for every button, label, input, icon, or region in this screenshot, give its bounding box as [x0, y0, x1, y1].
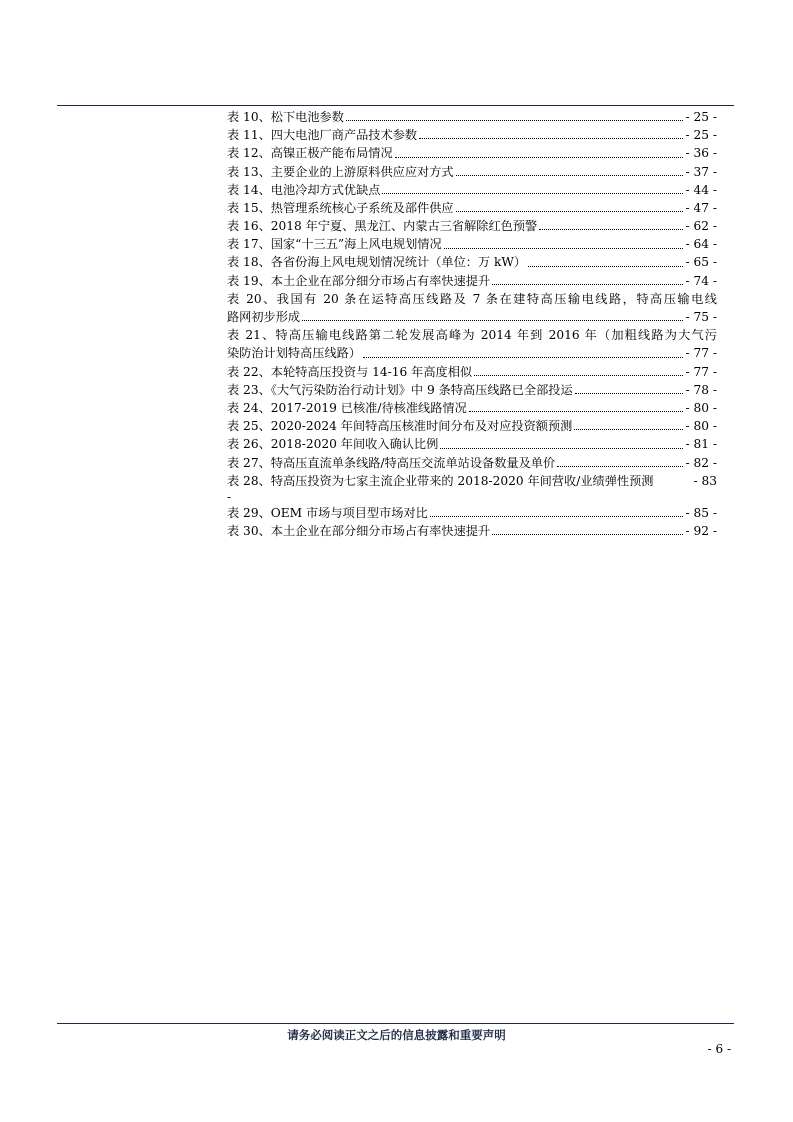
toc-entry[interactable]: [227, 144, 717, 162]
toc-entry-label: 表 27、特高压直流单条线路/特高压交流单站设备数量及单价: [227, 455, 556, 470]
toc-entry[interactable]: [227, 363, 717, 381]
toc-entry-label-continued: 染防治计划特高压线路）: [227, 346, 362, 361]
toc-entry-page: - 25 -: [685, 108, 717, 126]
toc-entry-label: 表 15、热管理系统核心子系统及部件供应: [227, 200, 454, 215]
toc-entry-page: - 25 -: [685, 126, 717, 144]
toc-entry[interactable]: [227, 399, 717, 417]
footer-rule: [57, 1023, 734, 1024]
toc-entry-page: - 82 -: [685, 454, 717, 472]
dot-leader: [456, 211, 684, 212]
toc-entry-page: - 77 -: [685, 344, 717, 362]
dot-leader: [474, 375, 683, 376]
toc-entry[interactable]: [227, 454, 717, 472]
toc-entry-page: - 64 -: [685, 235, 717, 253]
toc-entry-page: - 77 -: [685, 363, 717, 381]
header-rule: [57, 105, 734, 106]
dot-leader: [456, 175, 684, 176]
toc-entry[interactable]: [227, 381, 717, 399]
toc-entry-label: 表 26、2018-2020 年间收入确认比例: [227, 437, 439, 452]
toc-entry-label: 表 19、本土企业在部分细分市场占有率快速提升: [227, 273, 491, 288]
toc-entry[interactable]: [227, 504, 717, 522]
toc-entry-label: 表 21、特高压输电线路第二轮发展高峰为 2014 年到 2016 年（加粗线路为大气污: [227, 328, 717, 343]
dot-leader: [419, 138, 683, 139]
toc-entry-page-continued: -: [227, 489, 232, 504]
toc-entry[interactable]: [227, 272, 717, 290]
dot-leader: [430, 516, 684, 517]
toc-entry[interactable]: [227, 126, 717, 144]
toc-entry-page: - 65 -: [685, 253, 717, 271]
toc-entry[interactable]: [227, 435, 717, 453]
toc-entry[interactable]: [227, 181, 717, 199]
toc-entry[interactable]: [227, 290, 717, 326]
toc-entry-label: 表 14、电池冷却方式优缺点: [227, 182, 381, 197]
toc-entry-page: - 37 -: [685, 163, 717, 181]
toc-entry-page: - 62 -: [685, 217, 717, 235]
toc-entry-label: 表 20、我国有 20 条在运特高压线路及 7 条在建特高压输电线路，特高压输电线: [227, 291, 717, 306]
toc-entry[interactable]: [227, 522, 717, 540]
dot-leader: [346, 120, 684, 121]
toc-entry-label: 表 17、国家“十三五”海上风电规划情况: [227, 237, 442, 252]
toc-entry[interactable]: [227, 235, 717, 253]
page-number: - 6 -: [708, 1042, 731, 1056]
toc-entry-label: 表 29、OEM 市场与项目型市场对比: [227, 505, 428, 520]
dot-leader: [575, 393, 684, 394]
toc-entry-label: 表 18、各省份海上风电规划情况统计（单位：万 kW）: [227, 255, 527, 270]
dot-leader: [382, 193, 683, 194]
dot-leader: [302, 320, 683, 321]
toc-entry[interactable]: [227, 108, 717, 126]
table-of-contents: [227, 108, 717, 540]
toc-entry-page: - 74 -: [685, 272, 717, 290]
toc-entry-label: 表 13、主要企业的上游原料供应应对方式: [227, 164, 454, 179]
toc-entry-label: 表 24、2017-2019 已核准/待核准线路情况: [227, 400, 467, 415]
toc-entry-page: - 80 -: [685, 399, 717, 417]
toc-entry-page: - 36 -: [685, 144, 717, 162]
toc-entry-page: - 83: [693, 473, 717, 488]
toc-entry-page: - 85 -: [685, 504, 717, 522]
toc-entry-page: - 78 -: [685, 381, 717, 399]
toc-entry-label: 表 25、2020-2024 年间特高压核准时间分布及对应投资额预测: [227, 419, 573, 434]
dot-leader: [440, 448, 683, 449]
toc-entry[interactable]: [227, 199, 717, 217]
toc-entry-page: - 81 -: [685, 435, 717, 453]
dot-leader: [395, 157, 684, 158]
dot-leader: [469, 411, 684, 412]
dot-leader: [574, 429, 683, 430]
toc-entry-label: 表 22、本轮特高压投资与 14-16 年高度相似: [227, 364, 473, 379]
toc-entry-page: - 75 -: [685, 308, 717, 326]
toc-entry-page: - 92 -: [685, 522, 717, 540]
toc-entry-label: 表 28、特高压投资为七家主流企业带来的 2018-2020 年间营收/业绩弹性预测: [227, 473, 654, 488]
dot-leader: [528, 266, 683, 267]
toc-entry[interactable]: [227, 417, 717, 435]
toc-entry-page: - 80 -: [685, 417, 717, 435]
dot-leader: [492, 534, 683, 535]
dot-leader: [363, 357, 683, 358]
dot-leader: [444, 248, 684, 249]
toc-entry[interactable]: [227, 163, 717, 181]
toc-entry[interactable]: [227, 217, 717, 235]
toc-entry[interactable]: [227, 326, 717, 362]
toc-entry-label: 表 23、《大气污染防治行动计划》中 9 条特高压线路已全部投运: [227, 382, 573, 397]
toc-entry-label: 表 16、2018 年宁夏、黑龙江、内蒙古三省解除红色预警: [227, 219, 538, 234]
toc-entry[interactable]: [227, 254, 717, 272]
dot-leader: [539, 229, 683, 230]
toc-entry-label: 表 11、四大电池厂商产品技术参数: [227, 128, 418, 143]
dot-leader: [557, 466, 683, 467]
toc-entry-label: 表 10、松下电池参数: [227, 109, 344, 124]
toc-entry-page: - 44 -: [685, 181, 717, 199]
dot-leader: [492, 284, 683, 285]
toc-entry-label: 表 12、高镍正极产能布局情况: [227, 146, 393, 161]
toc-entry[interactable]: [227, 472, 717, 504]
toc-entry-label: 表 30、本土企业在部分细分市场占有率快速提升: [227, 524, 491, 539]
toc-entry-page: - 47 -: [685, 199, 717, 217]
footer-disclaimer: 请务必阅读正文之后的信息披露和重要声明: [287, 1028, 506, 1042]
toc-entry-label-continued: 路网初步形成: [227, 310, 301, 325]
